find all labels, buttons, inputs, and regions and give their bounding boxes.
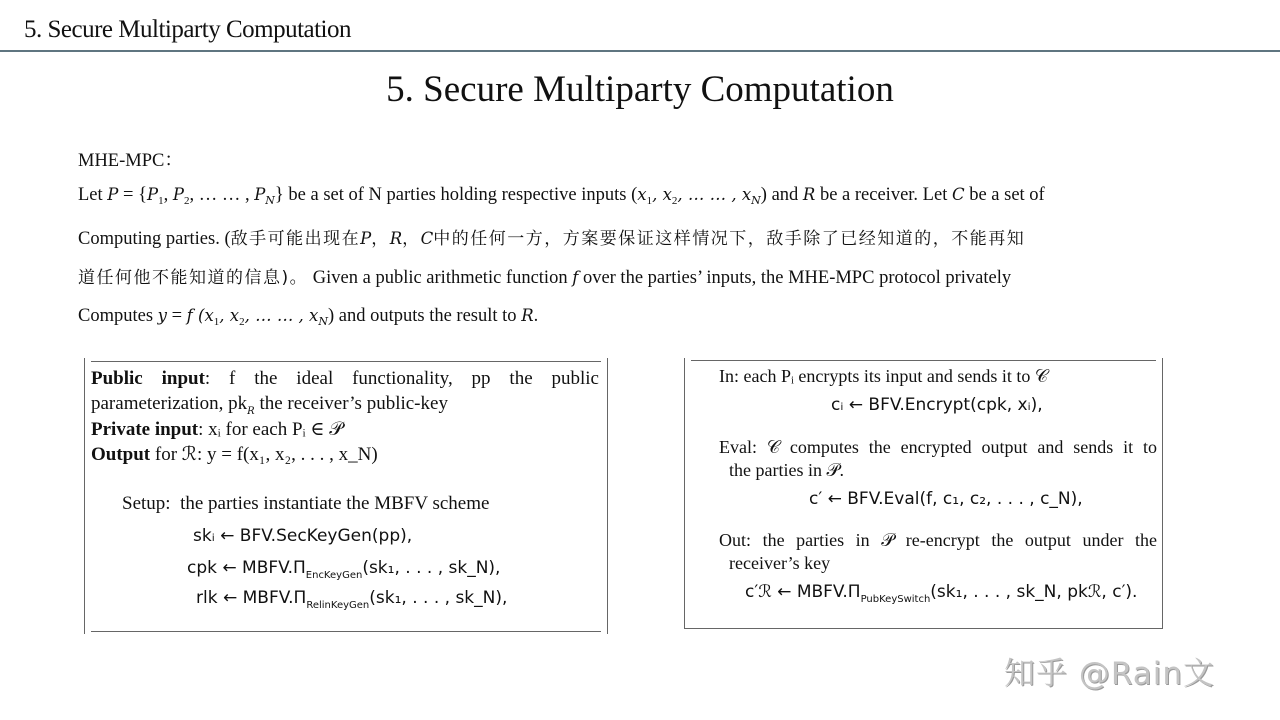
setup-line bbox=[122, 493, 489, 515]
subscript: 2 bbox=[671, 195, 678, 207]
in-step-text: In: each Pᵢ encrypts its input and sends it to 𝒞 bbox=[719, 366, 1049, 386]
text: be a set of bbox=[964, 185, 1045, 205]
math-var: f bbox=[572, 267, 579, 287]
math-var: x bbox=[637, 185, 647, 204]
text: over the parties’ inputs, the MHE-MPC protocol privately bbox=[578, 267, 1012, 288]
paragraph-line-2 bbox=[78, 220, 1168, 258]
text: = { bbox=[118, 185, 147, 205]
math-var: (x bbox=[192, 305, 214, 325]
header-divider bbox=[0, 50, 1280, 52]
text: the receiver’s public-key bbox=[254, 393, 448, 414]
subscript: N bbox=[318, 314, 328, 328]
section-label: MHE-MPC： bbox=[78, 151, 183, 171]
text: rlk ← MBFV.Π bbox=[196, 588, 307, 608]
chinese-text: 道任何他不能知道的信息)。 bbox=[78, 267, 309, 288]
math-var: , x bbox=[219, 305, 240, 325]
output-label: Output bbox=[91, 444, 151, 465]
text: ) and bbox=[760, 185, 803, 205]
text: Given a public arithmetic function bbox=[308, 267, 573, 288]
output-text: for ℛ: y = f(x₁, x₂, . . . , x_N) bbox=[150, 444, 378, 465]
chinese-text: ， bbox=[402, 229, 421, 250]
eval-step-text-2: the parties in 𝒫. bbox=[729, 460, 844, 480]
paragraph-line-3 bbox=[78, 259, 1168, 297]
subscript: N bbox=[265, 194, 275, 207]
text: parameterization, pk bbox=[91, 393, 248, 414]
text: (sk₁, . . . , sk_N, pkℛ, c′). bbox=[930, 582, 1138, 602]
math-var: , … … , x bbox=[244, 305, 319, 325]
encrypt-formula: cᵢ ← BFV.Encrypt(cpk, xᵢ), bbox=[831, 395, 1043, 415]
subscript: 1 bbox=[158, 195, 164, 207]
private-input-label: Private input bbox=[91, 419, 199, 440]
text: = bbox=[166, 305, 187, 326]
subscript: 1 bbox=[213, 315, 220, 328]
subscript: R bbox=[247, 406, 255, 417]
seckeygen-formula: skᵢ ← BFV.SecKeyGen(pp), bbox=[193, 526, 413, 546]
text: ) and outputs the result to bbox=[327, 305, 522, 326]
math-var: P bbox=[172, 185, 184, 204]
paragraph-line-4 bbox=[78, 297, 1168, 341]
text: cpk ← MBFV.Π bbox=[187, 558, 306, 578]
math-var: R bbox=[389, 229, 403, 249]
private-input-text: : xᵢ for each Pᵢ ∈ 𝒫 bbox=[198, 419, 343, 440]
text: (sk₁, . . . , sk_N), bbox=[362, 558, 501, 578]
subscript: EncKeyGen bbox=[305, 570, 363, 581]
math-var: P bbox=[360, 229, 372, 249]
slide-title: 5. Secure Multiparty Computation bbox=[386, 69, 894, 110]
out-step-text-2: receiver’s key bbox=[729, 553, 831, 573]
math-var: f bbox=[186, 305, 193, 325]
out-step-text-1: Out: the parties in 𝒫 re-encrypt the output under the bbox=[719, 530, 1157, 550]
paragraph-line-1 bbox=[78, 176, 1168, 220]
text: . bbox=[533, 305, 539, 326]
subscript: 2 bbox=[183, 195, 190, 207]
setup-label: Setup: bbox=[122, 493, 171, 514]
public-input-text: : f the ideal functionality, pp the public bbox=[204, 368, 599, 389]
text: , … … , bbox=[189, 185, 255, 205]
math-var: R bbox=[521, 305, 534, 325]
relinkeygen-formula bbox=[196, 588, 507, 611]
enckeygen-formula bbox=[187, 558, 500, 581]
subscript: RelinKeyGen bbox=[306, 600, 370, 611]
output-line bbox=[91, 443, 378, 466]
box-top-rule bbox=[91, 361, 601, 362]
chinese-text: 中的任何一方，方案要保证这样情况下，敌手除了已经知道的，不能再知 bbox=[433, 229, 1026, 250]
math-var: P bbox=[254, 185, 266, 204]
public-input-line-1 bbox=[91, 368, 599, 390]
text: Computing parties. ( bbox=[78, 229, 231, 250]
box-top-rule bbox=[691, 360, 1156, 361]
text: be a receiver. Let bbox=[815, 185, 952, 205]
private-input-line bbox=[91, 418, 343, 441]
subscript: N bbox=[751, 194, 761, 207]
box-bottom-rule bbox=[91, 631, 601, 632]
eval-step-text-1: Eval: 𝒞 computes the encrypted output and sends it to bbox=[719, 437, 1157, 457]
header-title: 5. Secure Multiparty Computation bbox=[24, 16, 352, 43]
public-input-label: Public input bbox=[91, 368, 205, 389]
subscript: PubKeySwitch bbox=[860, 594, 931, 605]
text: Computes bbox=[78, 305, 158, 326]
math-var: P bbox=[146, 185, 159, 204]
setup-text: the parties instantiate the MBFV scheme bbox=[180, 493, 490, 514]
math-var: P bbox=[107, 185, 119, 204]
text: } be a set of N parties holding respective inputs ( bbox=[274, 185, 638, 205]
text: Let bbox=[78, 185, 108, 205]
definition-paragraph bbox=[78, 176, 1168, 341]
math-var: R bbox=[802, 185, 816, 204]
subscript: 2 bbox=[239, 315, 245, 328]
math-var: C bbox=[951, 185, 965, 204]
chinese-text: 敌手可能出现在 bbox=[230, 229, 361, 250]
public-input-line-2 bbox=[91, 393, 448, 417]
math-var: y bbox=[157, 305, 167, 325]
math-var: C bbox=[420, 229, 434, 249]
text: (sk₁, . . . , sk_N), bbox=[369, 588, 508, 608]
protocol-inputs-box bbox=[84, 358, 608, 634]
text: , bbox=[163, 185, 173, 205]
protocol-steps-box bbox=[684, 358, 1163, 629]
text: c′ℛ ← MBFV.Π bbox=[745, 582, 861, 602]
eval-formula: c′ ← BFV.Eval(f, c₁, c₂, . . . , c_N), bbox=[809, 489, 1083, 509]
math-var: , x bbox=[652, 185, 672, 204]
subscript: 1 bbox=[646, 195, 653, 207]
math-var: , … … , x bbox=[677, 185, 752, 204]
pubkeyswitch-formula bbox=[745, 582, 1137, 605]
zhihu-watermark: 知乎 @Rain文 bbox=[1004, 656, 1215, 692]
chinese-text: ， bbox=[371, 229, 390, 250]
